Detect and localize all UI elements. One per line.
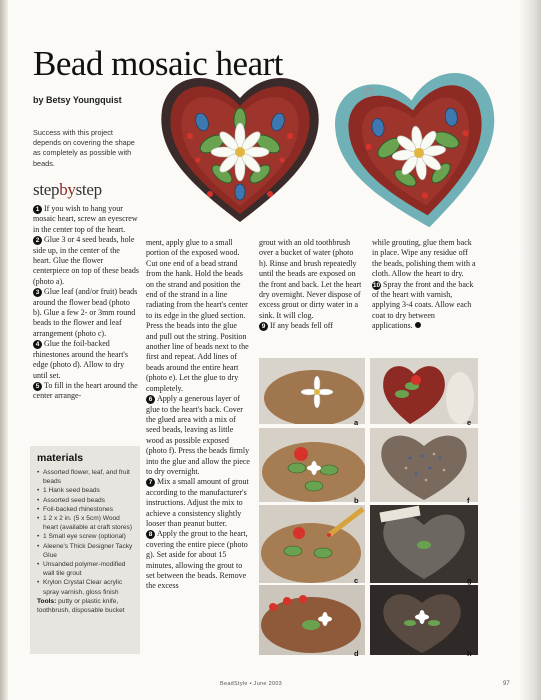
step-5-start	[33, 381, 139, 402]
text-column-3	[259, 238, 363, 332]
step-photo-f	[370, 428, 478, 502]
step-1	[33, 204, 139, 235]
text-column-1	[33, 204, 139, 402]
materials-item: • Krylon Crystal Clear acrylic spray varnish, gloss finish	[37, 578, 134, 596]
photo-label-d: d	[354, 649, 359, 658]
materials-item: • 1 Small eye screw (optional)	[37, 532, 134, 541]
step-number-badge: 8	[146, 530, 155, 539]
step-text: Glue 3 or 4 seed beads, hole side up, in the center of the heart. Glue the flower centerpiece on top of these beads (photo a).	[33, 235, 139, 286]
step-text: Spray the front and the back of the heart with varnish, applying 3-4 coats. Allow each coat to dry between applications.	[372, 279, 474, 331]
photo-label-f: f	[467, 496, 470, 505]
tools-text: putty or plastic knife, toothbrush, disposable bucket	[37, 597, 125, 615]
materials-item: • 1 Hank seed beads	[37, 486, 134, 495]
step-number-badge: 5	[33, 382, 42, 391]
section-heading-stepbystep	[33, 180, 102, 200]
page-edge	[519, 0, 541, 700]
step-number-badge: 10	[372, 281, 381, 289]
step-text: Apply a generous layer of glue to the heart's back. Cover the glued area with a mix of seed beads, leaving as little wood as possible exposed (photo f). Press the beads firmly into the glue and allow the piece to dry overnight.	[146, 394, 250, 476]
binding-shadow	[0, 0, 8, 700]
article-byline: by Betsy Youngquist	[33, 95, 122, 105]
step-9-start	[259, 321, 363, 331]
step-photo-d	[259, 585, 365, 655]
step-number-badge: 4	[33, 340, 42, 349]
step-number-badge: 9	[259, 322, 268, 331]
hero-heart-photo-tilted	[325, 56, 511, 236]
step-number-badge: 2	[33, 236, 42, 245]
step-number-badge: 1	[33, 205, 42, 214]
materials-item: • Foil-backed rhinestones	[37, 505, 134, 514]
step-2	[33, 235, 139, 287]
text-column-4	[372, 238, 476, 332]
heading-part-step: step	[33, 180, 60, 199]
step-text: If any beads fell off	[270, 321, 333, 331]
step-photo-h	[370, 585, 478, 655]
page-footer: BeadStyle • June 2003	[220, 681, 283, 687]
article-intro: Success with this project depends on covering the shape as completely as possible with beads.	[33, 128, 135, 168]
step-7	[146, 477, 250, 529]
page-number: 97	[503, 681, 510, 687]
hero-heart-photo-front	[150, 56, 330, 228]
step-8-start	[146, 529, 250, 591]
photo-label-e: e	[467, 418, 472, 427]
step-photo-a	[259, 358, 365, 424]
step-9-continued: while grouting, glue them back in place. Wipe any residue off the beads, polishing them with a cloth. Allow the heart to dry.	[372, 238, 476, 279]
photo-label-a: a	[354, 418, 359, 427]
step-photo-b	[259, 428, 365, 502]
step-photo-e	[370, 358, 478, 424]
step-4	[33, 339, 139, 381]
step-text: Apply the grout to the heart, covering the entire piece (photo g). Set aside for about 15 minutes, allowing the grout to set between the beads. Remove the excess	[146, 529, 248, 591]
tools-label: Tools:	[37, 597, 57, 605]
step-6	[146, 394, 250, 477]
step-text: To fill in the heart around the center arrange-	[33, 380, 138, 401]
heading-part-step-2: step	[75, 180, 102, 199]
step-number-badge: 3	[33, 288, 42, 297]
step-number-badge: 7	[146, 478, 155, 487]
photo-label-b: b	[354, 496, 359, 505]
step-3	[33, 287, 139, 339]
article-title: Bead mosaic heart	[33, 44, 284, 83]
photo-label-g: g	[467, 576, 472, 585]
step-photo-c	[259, 505, 365, 583]
text-column-2	[146, 238, 250, 592]
materials-item: • Aleene's Thick Designer Tacky Glue	[37, 542, 134, 560]
materials-box	[30, 446, 140, 654]
materials-item: • Assorted flower, leaf, and fruit beads	[37, 468, 134, 486]
materials-item: • Assorted seed beads	[37, 496, 134, 505]
tools-line	[37, 597, 134, 615]
materials-list	[37, 468, 134, 597]
step-text: Glue leaf (and/or fruit) beads around the flower bead (photo b). Glue a few 2- or 3mm round beads to the flower and leaf arrangement (photo c).	[33, 287, 138, 338]
step-5-continued: ment, apply glue to a small portion of the exposed wood. Cut one end of a bead strand from the hank. Hold the beads on the strand and position the end of the strand in a line radiating from the heart's center to its edge in the glued section. Press the beads into the glue and pull out the string. Position another line of beads next to the first and repeat. Add lines of beads around the entire heart (photo e). Let the glue to dry completely.	[146, 238, 249, 393]
step-number-badge: 6	[146, 395, 155, 404]
step-text: Glue the foil-backed rhinestones around the heart's edge (photo d). Allow to dry until set.	[33, 339, 128, 380]
heading-part-by: by	[59, 180, 76, 199]
step-text: If you wish to hang your mosaic heart, screw an eyescrew in the center top of the heart.	[33, 204, 138, 234]
step-10	[372, 280, 476, 332]
step-8-continued: grout with an old toothbrush over a bucket of water (photo h). Rinse and brush repeatedly until the beads are exposed on the front and back. Let the heart dry overnight. Never dispose of excess grout or dirty water in a sink. It will clog.	[259, 238, 362, 320]
end-mark-icon	[415, 322, 421, 328]
materials-item: • Unsanded polymer-modified wall tile grout	[37, 560, 134, 578]
step-photo-g	[370, 505, 478, 583]
materials-heading: materials	[37, 452, 84, 464]
photo-label-c: c	[354, 576, 359, 585]
step-text: Mix a small amount of grout according to the manufacturer's instructions. Adjust the mix to achieve a consistency slightly looser than peanut butter.	[146, 477, 249, 528]
materials-item: • 1 2 x 2 in. (5 x 5cm) Wood heart (available at craft stores)	[37, 514, 134, 532]
photo-label-h: h	[467, 649, 472, 658]
